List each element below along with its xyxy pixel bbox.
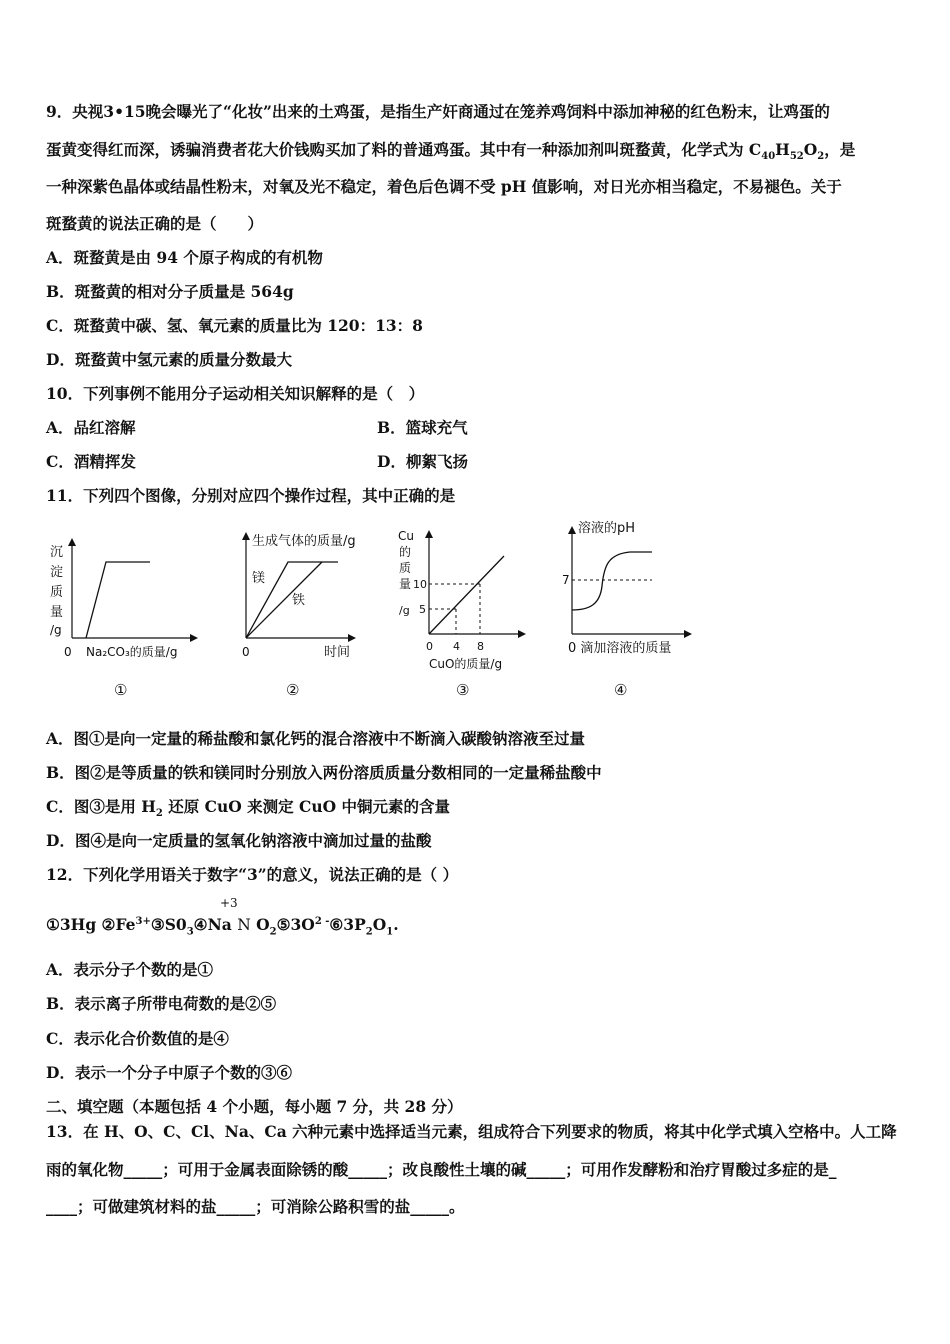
- q11-option-b: B．图②是等质量的铁和镁同时分别放入两份溶质质量分数相同的一定量稀盐酸中: [46, 763, 602, 782]
- q9-option-c: C．斑蝥黄中碳、氢、氧元素的质量比为 120：13：8: [46, 316, 423, 335]
- q12-option-a: A．表示分子个数的是①: [46, 960, 214, 979]
- q9-line-3: 一种深紫色晶体或结晶性粉末，对氧及光不稳定，着色后色调不受 pH 值影响，对日光亦相当稳定，不易褪色。关于: [46, 177, 842, 196]
- q13-line-3: ____；可做建筑材料的盐_____；可消除公路积雪的盐_____。: [46, 1197, 465, 1216]
- fig3-ylabel-4: 量: [399, 577, 412, 591]
- q10-option-a: A．品红溶解: [46, 418, 136, 437]
- q10-option-d: D．柳絮飞扬: [377, 452, 468, 471]
- q13-line-2: 雨的氧化物_____；可用于金属表面除锈的酸_____；改良酸性土壤的碱_____；可用作发酵粉和治疗胃酸过多症的是_: [46, 1160, 837, 1179]
- figure-4: [560, 516, 710, 666]
- q12-option-b: B．表示离子所带电荷数的是②⑤: [46, 994, 277, 1013]
- figure-2: [232, 520, 382, 670]
- q9-option-b: B．斑蝥黄的相对分子质量是 564g: [46, 282, 294, 301]
- q9-line-4: 斑蝥黄的说法正确的是（ ）: [46, 214, 264, 233]
- q11-option-d: D．图④是向一定质量的氢氧化钠溶液中滴加过量的盐酸: [46, 831, 432, 850]
- q11-stem: 11．下列四个图像，分别对应四个操作过程，其中正确的是: [46, 486, 456, 505]
- fig1-ylabel-3: 质: [50, 585, 64, 600]
- q12-option-c: C．表示化合价数值的是④: [46, 1029, 229, 1048]
- q12-option-d: D．表示一个分子中原子个数的③⑥: [46, 1063, 292, 1082]
- q11-option-c: C．图③是用 $H_2$ 还原 CuO 来测定 CuO 中铜元素的含量: [46, 797, 451, 820]
- fig1-caption: ①: [114, 681, 128, 699]
- fig1-ylabel-4: 量: [50, 605, 64, 620]
- fig1-ylabel-1: 沉: [50, 545, 64, 560]
- fig3-caption: ③: [456, 681, 470, 699]
- fig4-curve: [572, 552, 652, 610]
- fig4-xlabel: 0 滴加溶液的质量: [568, 641, 672, 656]
- fig2-xlabel: 时间: [324, 645, 351, 660]
- fig2-label-fe: 铁: [292, 593, 306, 608]
- q9-line-2: 蛋黄变得红而深，诱骗消费者花大价钱购买加了料的普通鸡蛋。其中有一种添加剂叫斑蝥黄，化学式为 $C_{40}H_{52}O_2$，是: [46, 140, 856, 163]
- figure-3: [396, 520, 546, 676]
- q10-option-c: C．酒精挥发: [46, 452, 136, 471]
- fig3-xlabel: CuO的质量/g: [429, 657, 503, 671]
- fig4-ylabel: 溶液的pH: [578, 521, 636, 536]
- fig3-ylabel-3: 质: [399, 561, 412, 575]
- fig1-ylabel-5: /g: [50, 623, 62, 637]
- fig4-caption: ④: [614, 681, 628, 699]
- q11-option-a: A．图①是向一定量的稀盐酸和氯化钙的混合溶液中不断滴入碳酸钠溶液至过量: [46, 729, 586, 748]
- fig3-ylabel-5: /g: [399, 604, 410, 617]
- fig2-ylabel: 生成气体的质量/g: [252, 534, 356, 549]
- figure-1: [46, 520, 216, 670]
- q9-line-1: 9．央视3•15晚会曝光了“化妆”出来的土鸡蛋，是指生产奸商通过在笼养鸡饲料中添加神秘的红色粉末，让鸡蛋的: [46, 102, 830, 121]
- fig2-label-mg: 镁: [252, 571, 266, 586]
- q12-symbols: ①3Hg $②Fe^{3+}③S0_3④Na$ N $O_2⑤3O^{2 -}⑥3P_2O_1$.: [46, 915, 399, 938]
- section-2-heading: 二、填空题（本题包括 4 个小题，每小题 7 分，共 28 分）: [46, 1097, 463, 1116]
- fig1-xlabel: Na₂CO₃的质量/g: [86, 645, 178, 659]
- fig2-origin: 0: [242, 645, 250, 659]
- q10-option-b: B．篮球充气: [377, 418, 468, 437]
- fig3-ylabel-1: Cu: [398, 529, 414, 543]
- fig3-tick-5: 5: [419, 603, 426, 616]
- fig3-tick-4: 4: [453, 640, 460, 653]
- fig3-ylabel-2: 的: [399, 545, 412, 559]
- q12-valence-mark: +3: [220, 896, 238, 910]
- fig3-line: [429, 556, 504, 634]
- fig4-tick-7: 7: [562, 573, 570, 587]
- q9-option-a: A．斑蝥黄是由 94 个原子构成的有机物: [46, 248, 323, 267]
- fig2-caption: ②: [286, 681, 300, 699]
- q12-stem: 12．下列化学用语关于数字“3”的意义，说法正确的是（ ）: [46, 865, 459, 884]
- fig3-tick-8: 8: [477, 640, 484, 653]
- fig3-tick-0: 0: [426, 640, 433, 653]
- q13-line-1: 13．在 H、O、C、Cl、Na、Ca 六种元素中选择适当元素，组成符合下列要求的物质，将其中化学式填入空格中。人工降: [46, 1122, 897, 1141]
- q10-stem: 10．下列事例不能用分子运动相关知识解释的是（ ）: [46, 384, 425, 403]
- fig1-ylabel-2: 淀: [50, 565, 64, 580]
- fig3-tick-10: 10: [413, 578, 427, 591]
- fig1-origin: 0: [64, 645, 72, 659]
- q9-option-d: D．斑蝥黄中氢元素的质量分数最大: [46, 350, 292, 369]
- fig1-curve: [86, 562, 150, 638]
